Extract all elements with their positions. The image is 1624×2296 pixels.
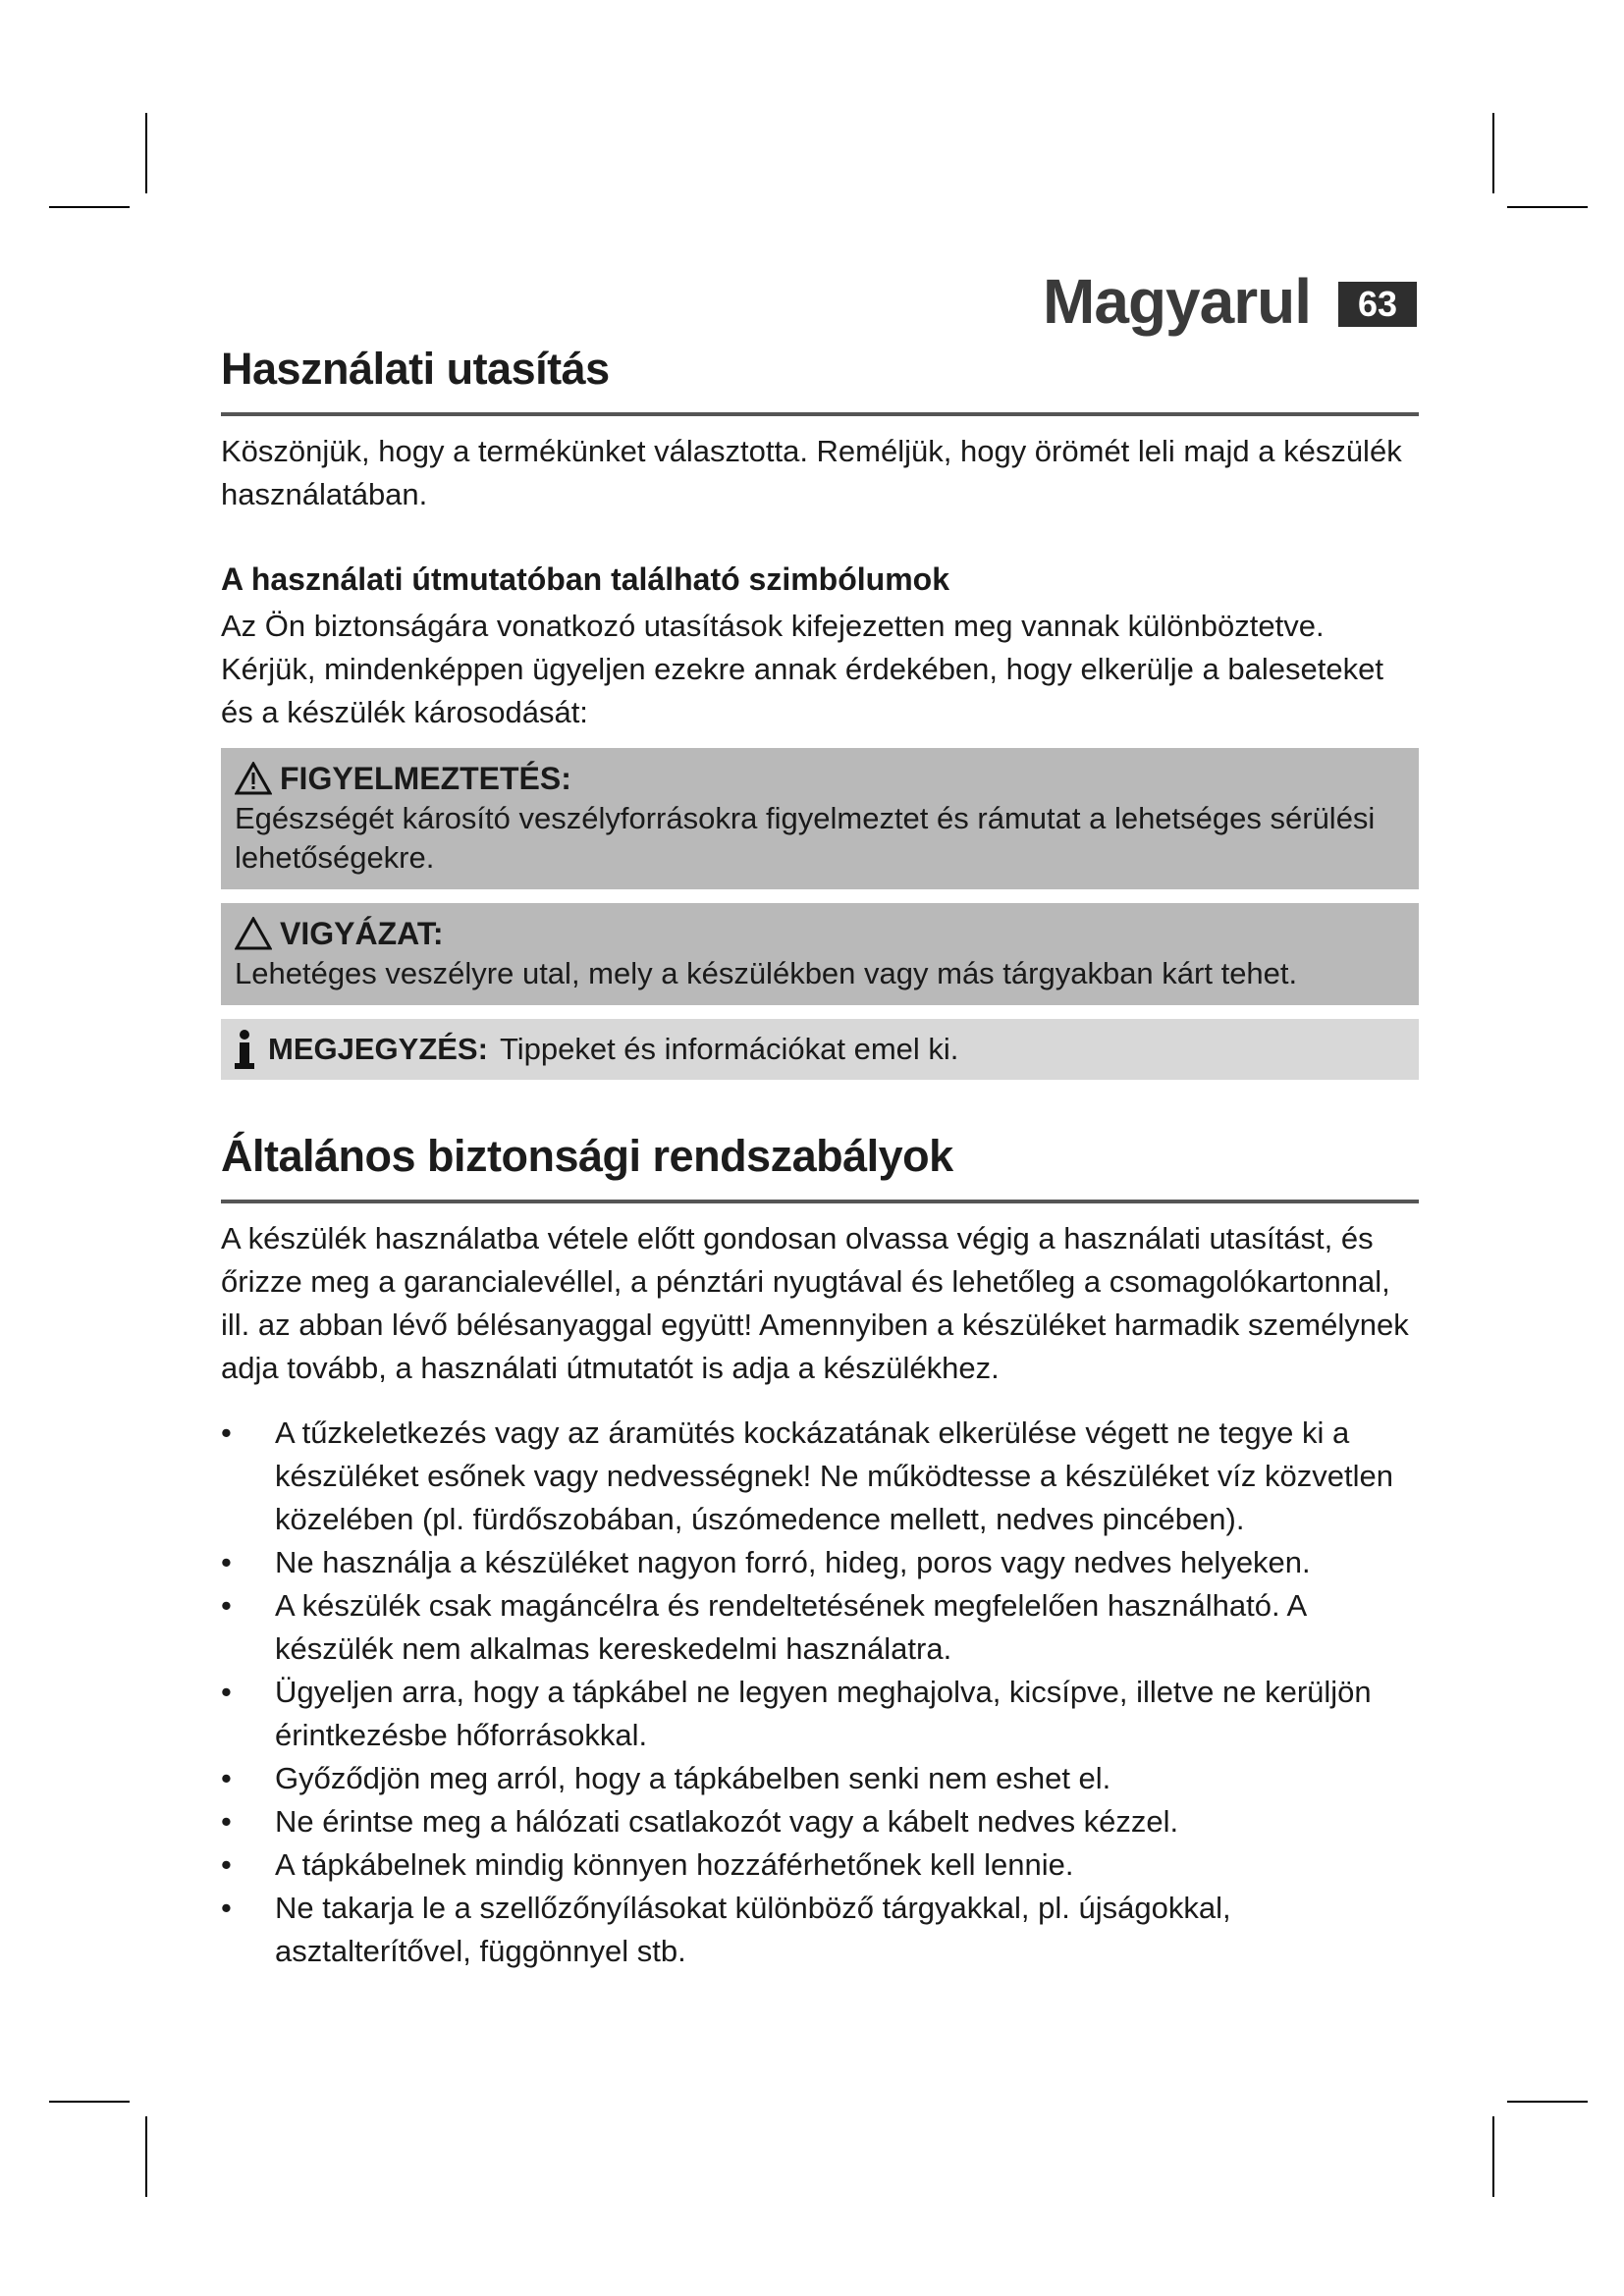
info-icon <box>235 1030 254 1069</box>
warning-label: FIGYELMEZTETÉS: <box>280 761 571 796</box>
crop-mark-top-left-h <box>49 206 130 208</box>
caution-box <box>221 903 1419 1005</box>
bullet-icon: • <box>221 1545 232 1579</box>
list-item: • A tápkábelnek mindig könnyen hozzáférhetőnek kell lennie. <box>221 1843 1419 1887</box>
intro-paragraph: Köszönjük, hogy a termékünket választotta. Reméljük, hogy örömét leli majd a készülék használatában. <box>221 434 1402 511</box>
bullet-icon: • <box>221 1761 232 1795</box>
bullet-icon: • <box>221 1847 232 1882</box>
caution-label: VIGYÁZAT: <box>280 916 444 951</box>
list-item: • Győződjön meg arról, hogy a tápkábelben senki nem eshet el. <box>221 1757 1419 1800</box>
warning-box <box>221 748 1419 889</box>
safety-section <box>221 1131 1419 1973</box>
bullet-icon: • <box>221 1588 232 1623</box>
crop-mark-top-right-h <box>1507 206 1588 208</box>
warning-triangle-icon <box>235 762 272 795</box>
safety-intro-paragraph: A készülék használatba vétele előtt gondosan olvassa végig a használati utasítást, és őrizze meg a garancialevéllel, a pénztári nyugtával és lehetőleg a csomagolókartonnal, ill. az abban lévő bélésanyaggal együtt! Amennyiben a készüléket harmadik személynek adja tovább, a használati útmutatót is adja a készülékhez. <box>221 1221 1409 1385</box>
page-content <box>221 344 1419 1973</box>
bullet-icon: • <box>221 1415 232 1450</box>
caution-text: Lehetéges veszélyre utal, mely a készülékben vagy más tárgyakban kárt tehet. <box>235 956 1298 990</box>
list-item: • Ne érintse meg a hálózati csatlakozót vagy a kábelt nedves kézzel. <box>221 1800 1419 1843</box>
warning-title <box>235 758 1405 799</box>
language-title: Magyarul <box>1043 266 1311 337</box>
caution-title <box>235 913 1405 954</box>
list-item: • Ügyeljen arra, hogy a tápkábel ne legyen meghajolva, kicsípve, illetve ne kerüljön érintkezésbe hőforrásokkal. <box>221 1671 1419 1757</box>
symbols-paragraph: Az Ön biztonságára vonatkozó utasítások kifejezetten meg vannak különböztetve. Kérjük, mindenképpen ügyeljen ezekre annak érdekében, hogy elkerülje a baleseteket és a készülék károsodását: <box>221 609 1383 729</box>
bullet-icon: • <box>221 1891 232 1925</box>
page-number-badge: 63 <box>1338 282 1417 327</box>
list-item: • Ne takarja le a szellőzőnyílásokat különböző tárgyakkal, pl. újságokkal, asztalterítővel, függönnyel stb. <box>221 1887 1419 1973</box>
list-item: • Ne használja a készüléket nagyon forró, hideg, poros vagy nedves helyeken. <box>221 1541 1419 1584</box>
list-item: • A tűzkeletkezés vagy az áramütés kockázatának elkerülése végett ne tegye ki a készüléket esőnek vagy nedvességnek! Ne működtesse a készüléket víz közvetlen közelében (pl. fürdőszobában, úszómedence mellett, nedves pincében). <box>221 1412 1419 1541</box>
symbols-heading: A használati útmutatóban található szimbólumok <box>221 561 949 597</box>
crop-mark-bottom-left-v <box>145 2116 147 2197</box>
warning-text: Egészségét károsító veszélyforrásokra figyelmeztet és rámutat a lehetséges sérülési lehetőségekre. <box>235 801 1376 875</box>
page-header <box>221 263 1419 351</box>
crop-mark-top-left-v <box>145 113 147 193</box>
crop-mark-bottom-left-h <box>49 2101 130 2103</box>
note-label: MEGJEGYZÉS: <box>268 1032 488 1066</box>
bullet-icon: • <box>221 1804 232 1839</box>
caution-triangle-icon <box>235 917 272 950</box>
crop-mark-top-right-v <box>1492 113 1494 193</box>
bullet-icon: • <box>221 1675 232 1709</box>
note-box <box>221 1019 1419 1080</box>
crop-mark-bottom-right-h <box>1507 2101 1588 2103</box>
crop-mark-bottom-right-v <box>1492 2116 1494 2197</box>
note-text: Tippeket és információkat emel ki. <box>499 1032 959 1066</box>
safety-list <box>221 1412 1419 1973</box>
section-title-safety: Általános biztonsági rendszabályok <box>221 1131 1419 1203</box>
list-item: • A készülék csak magáncélra és rendeltetésének megfelelően használható. A készülék nem alkalmas kereskedelmi használatra. <box>221 1584 1419 1671</box>
section-title-instructions: Használati utasítás <box>221 344 1419 416</box>
